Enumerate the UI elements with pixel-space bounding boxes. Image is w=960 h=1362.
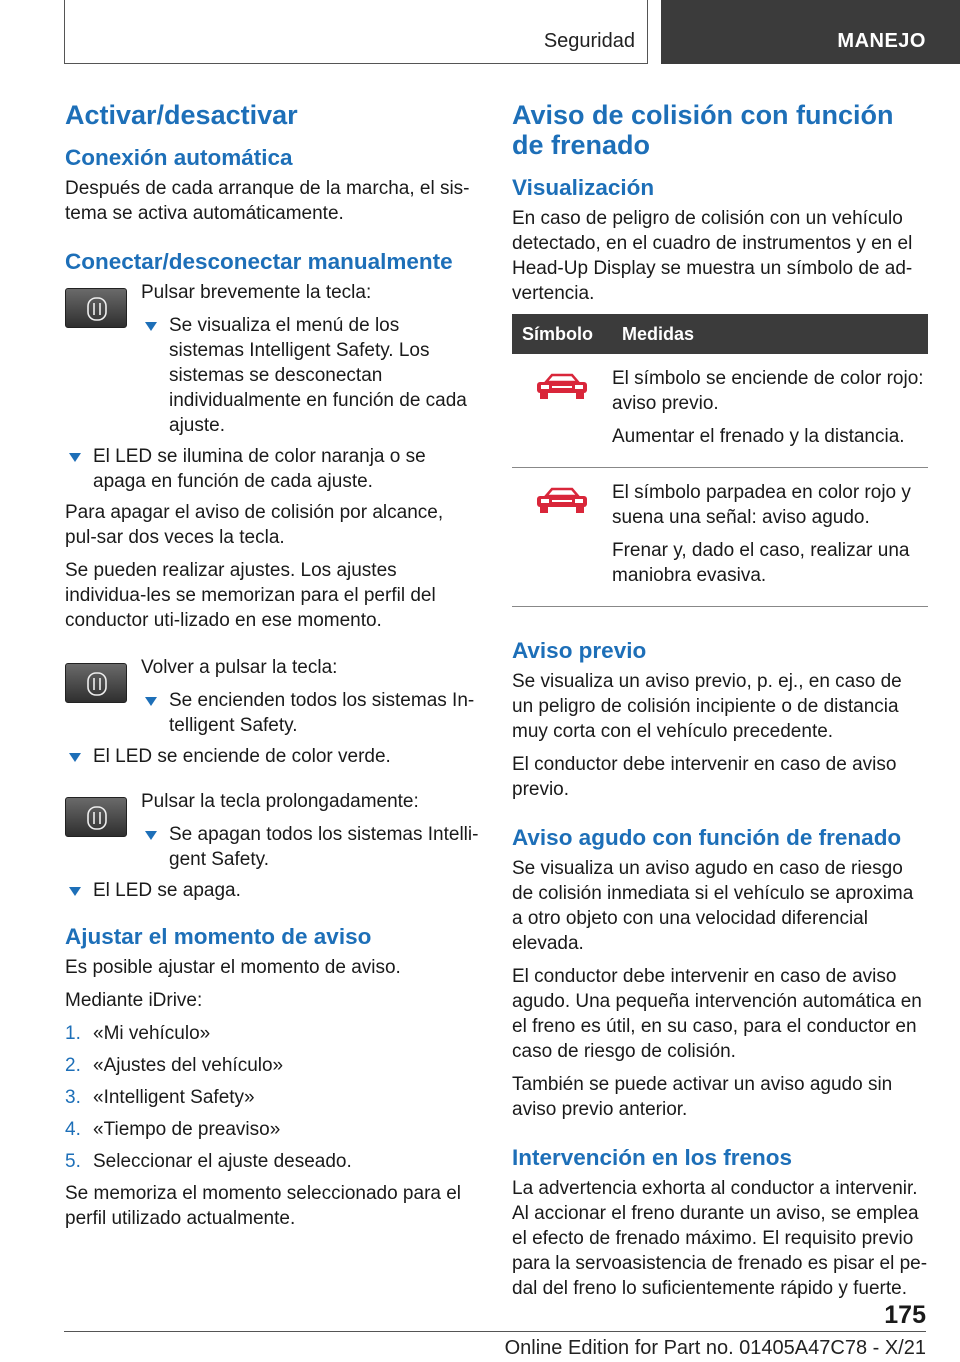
bullet-triangle-icon xyxy=(69,453,81,462)
table-cell-symbol xyxy=(512,468,612,607)
header-chapter: MANEJO xyxy=(837,30,926,52)
key-instruction-1 xyxy=(65,280,479,438)
text-ajustar-1: Es posible ajustar el momento de aviso. xyxy=(65,957,401,978)
text-ajustar-2: Mediante iDrive: xyxy=(65,990,203,1011)
text-aviso-agudo-1: Se visualiza un aviso agudo en caso de riesgo de colisión inmediata si el vehículo se aproxima a otro objeto con una velocidad diferencial elevada. xyxy=(512,858,914,954)
table-cell-symbol xyxy=(512,354,612,468)
key1-text: Pulsar brevemente la tecla: xyxy=(141,282,372,303)
step-number: 3. xyxy=(65,1087,81,1108)
car-warning-icon xyxy=(532,486,592,516)
led-bullet-3-text: El LED se apaga. xyxy=(93,880,241,901)
heading-conexion-automatica: Conexión automática xyxy=(65,145,293,170)
heading-aviso-agudo: Aviso agudo con función de frenado xyxy=(512,825,902,850)
step-text: «Intelligent Safety» xyxy=(93,1087,255,1108)
safety-button-icon xyxy=(65,663,127,703)
key2-bullet xyxy=(141,688,479,738)
text-aviso-agudo-3: También se puede activar un aviso agudo sin aviso previo anterior. xyxy=(512,1074,893,1120)
table-row xyxy=(512,468,928,607)
step-text: Seleccionar el ajuste deseado. xyxy=(93,1151,352,1172)
row1-text-a: El símbolo se enciende de color rojo: aviso previo. xyxy=(612,368,924,414)
bullet-triangle-icon xyxy=(145,322,157,331)
left-column xyxy=(65,100,479,1239)
footer-divider xyxy=(64,1331,926,1332)
bullet-triangle-icon xyxy=(69,887,81,896)
heading-intervencion-frenos: Intervención en los frenos xyxy=(512,1145,793,1170)
step-number: 4. xyxy=(65,1119,81,1140)
text-aviso-previo-1: Se visualiza un aviso previo, p. ej., en caso de un peligro de colisión incipiente o de distancia muy corta con el vehículo precedente. xyxy=(512,671,902,742)
step-number: 5. xyxy=(65,1151,81,1172)
step-number: 2. xyxy=(65,1055,81,1076)
list-item xyxy=(65,1053,479,1078)
key3-text: Pulsar la tecla prolongadamente: xyxy=(141,791,419,812)
list-item xyxy=(65,1021,479,1046)
page-number: 175 xyxy=(884,1301,926,1329)
steps-list xyxy=(65,1021,479,1174)
led-bullet-2 xyxy=(65,744,479,769)
key3-bullet-text: Se apagan todos los sistemas Intelli-gent Safety. xyxy=(169,824,479,870)
text-aviso-agudo-2: El conductor debe intervenir en caso de aviso agudo. Una pequeña intervención automática en el freno es útil, en su caso, para el conductor en caso de riesgo de colisión. xyxy=(512,966,922,1062)
text-intervencion-frenos: La advertencia exhorta al conductor a intervenir. Al accionar el freno durante un aviso, se emplea el efecto de frenado máximo. El requisito previo para la servoasistencia de frenado es pisar el pe-dal del freno lo suficientemente rápido y fuerte. xyxy=(512,1178,928,1299)
key-instruction-3 xyxy=(65,789,479,872)
bullet-triangle-icon xyxy=(145,697,157,706)
step-text: «Ajustes del vehículo» xyxy=(93,1055,284,1076)
bullet-triangle-icon xyxy=(69,753,81,762)
list-item xyxy=(65,1149,479,1174)
right-column xyxy=(512,100,928,1309)
led-bullet-1 xyxy=(65,444,479,494)
key-instruction-2 xyxy=(65,655,479,738)
row1-text-b: Aumentar el frenado y la distancia. xyxy=(612,426,905,447)
heading-visualizacion: Visualización xyxy=(512,175,655,200)
step-text: «Tiempo de preaviso» xyxy=(93,1119,281,1140)
key3-bullet xyxy=(141,822,479,872)
text-aviso-previo-2: El conductor debe intervenir en caso de aviso previo. xyxy=(512,754,897,800)
safety-button-icon xyxy=(65,797,127,837)
text-conexion: Después de cada arranque de la marcha, el sis-tema se activa automáticamente. xyxy=(65,178,470,224)
bullet-triangle-icon xyxy=(145,831,157,840)
header-section: Seguridad xyxy=(543,30,635,52)
table-row xyxy=(512,354,928,468)
section-title-activar: Activar/desactivar xyxy=(65,100,298,130)
table-header-simbolo: Símbolo xyxy=(512,314,612,354)
led-bullet-1-text: El LED se ilumina de color naranja o se apaga en función de cada ajuste. xyxy=(93,446,426,492)
key2-bullet-text: Se encienden todos los sistemas In-telligent Safety. xyxy=(169,690,475,736)
symbol-table xyxy=(512,314,928,607)
key1-bullet-text: Se visualiza el menú de los sistemas Intelligent Safety. Los sistemas se desconectan individualmente en función de cada ajuste. xyxy=(169,315,467,436)
header-chapter-tab xyxy=(661,0,960,64)
table-cell-medidas xyxy=(612,468,928,607)
footer-edition: Online Edition for Part no. 01405A47C78 - X/21 xyxy=(504,1337,926,1359)
section-title-aviso-colision: Aviso de colisión con función de frenado xyxy=(512,100,894,160)
row2-text-b: Frenar y, dado el caso, realizar una maniobra evasiva. xyxy=(612,540,910,586)
list-item xyxy=(65,1117,479,1142)
key2-text: Volver a pulsar la tecla: xyxy=(141,657,338,678)
list-item xyxy=(65,1085,479,1110)
step-text: «Mi vehículo» xyxy=(93,1023,211,1044)
led-bullet-3 xyxy=(65,878,479,903)
text-ajustar-3: Se memoriza el momento seleccionado para el perfil utilizado actualmente. xyxy=(65,1183,462,1229)
table-cell-medidas xyxy=(612,354,928,468)
car-warning-icon xyxy=(532,372,592,402)
led-bullet-2-text: El LED se enciende de color verde. xyxy=(93,746,391,767)
table-header-row xyxy=(512,314,928,354)
heading-ajustar-momento: Ajustar el momento de aviso xyxy=(65,924,372,949)
text-ajustes: Se pueden realizar ajustes. Los ajustes individua-les se memorizan para el perfil del conductor uti-lizado en ese momento. xyxy=(65,560,436,631)
safety-button-icon xyxy=(65,288,127,328)
key1-bullet xyxy=(141,313,479,438)
text-apagar: Para apagar el aviso de colisión por alcance, pul-sar dos veces la tecla. xyxy=(65,502,444,548)
row2-text-a: El símbolo parpadea en color rojo y suena una señal: aviso agudo. xyxy=(612,482,911,528)
heading-conectar-manual: Conectar/desconectar manualmente xyxy=(65,249,453,274)
text-visualizacion: En caso de peligro de colisión con un vehículo detectado, en el cuadro de instrumentos y en el Head-Up Display se muestra un símbolo de ad-vertencia. xyxy=(512,208,913,304)
heading-aviso-previo: Aviso previo xyxy=(512,638,647,663)
table-header-medidas: Medidas xyxy=(612,314,928,354)
step-number: 1. xyxy=(65,1023,81,1044)
